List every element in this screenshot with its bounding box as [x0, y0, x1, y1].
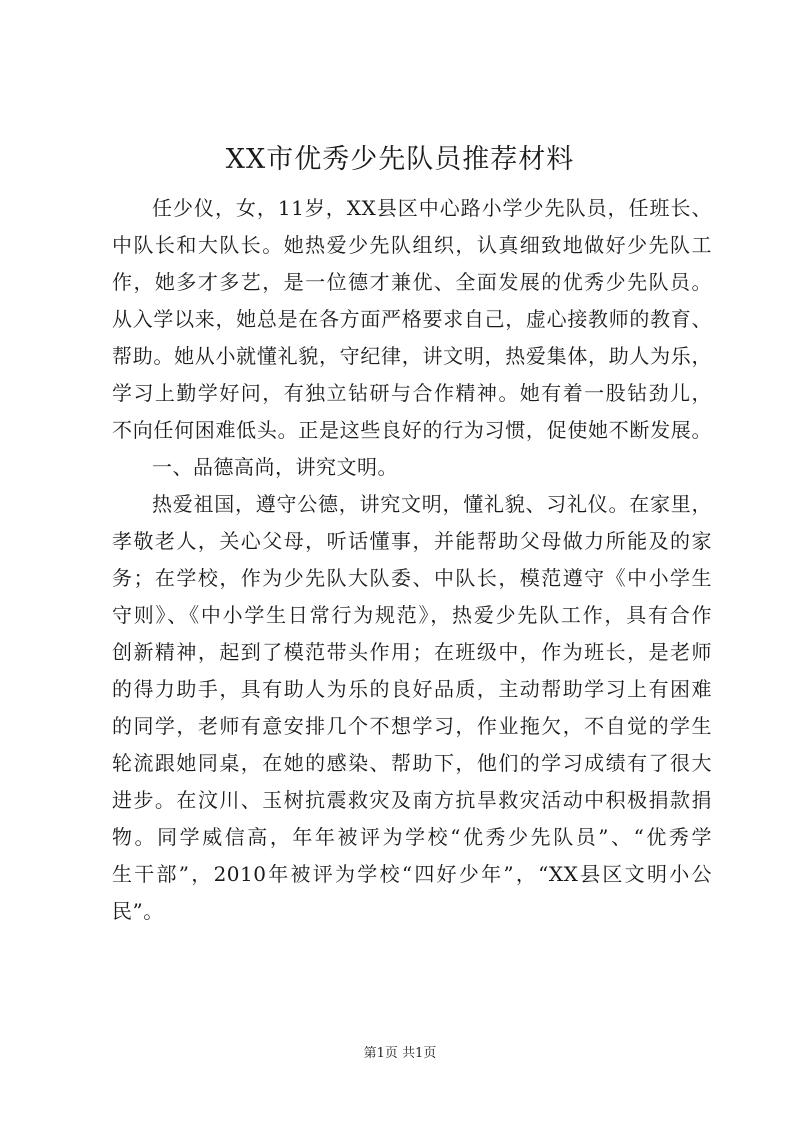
- paragraph-2-line-4: 守则》、《中小学生日常行为规范》，热爱少先队工作，具有合作: [112, 603, 712, 627]
- paragraph-2-line-9: 进步。在汶川、玉树抗震救灾及南方抗旱救灾活动中积极捐款捐: [112, 788, 712, 812]
- paragraph-1-line-6: 学习上勤学好问，有独立钻研与合作精神。她有着一股钻劲儿，: [112, 381, 712, 405]
- paragraph-2-line-8: 轮流跟她同桌，在她的感染、帮助下，他们的学习成绩有了很大: [112, 751, 712, 775]
- paragraph-2-line-12: 民”。: [112, 899, 164, 923]
- paragraph-1-line-1: 任少仪，女，11岁，XX县区中心路小学少先队员，任班长、: [152, 196, 712, 220]
- paragraph-1-line-4: 从入学以来，她总是在各方面严格要求自己，虚心接教师的教育、: [112, 307, 712, 331]
- section-heading: 一、品德高尚，讲究文明。: [152, 455, 398, 479]
- paragraph-1-line-3: 作，她多才多艺，是一位德才兼优、全面发展的优秀少先队员。: [112, 270, 712, 294]
- page-footer: 第1页 共1页: [363, 1046, 437, 1061]
- paragraph-2-line-3: 务；在学校，作为少先队大队委、中队长，模范遵守《中小学生: [112, 566, 712, 590]
- paragraph-2-line-5: 创新精神，起到了模范带头作用；在班级中，作为班长，是老师: [112, 640, 712, 664]
- paragraph-2-line-6: 的得力助手，具有助人为乐的良好品质，主动帮助学习上有困难: [112, 677, 712, 701]
- paragraph-1-line-2: 中队长和大队长。她热爱少先队组织，认真细致地做好少先队工: [112, 233, 712, 257]
- paragraph-1-line-5: 帮助。她从小就懂礼貌，守纪律，讲文明，热爱集体，助人为乐，: [112, 344, 712, 368]
- paragraph-1-line-7: 不向任何困难低头。正是这些良好的行为习惯，促使她不断发展。: [112, 418, 712, 442]
- document-body: [112, 190, 712, 930]
- document-title: XX市优秀少先队员推荐材料: [225, 144, 575, 175]
- paragraph-2-line-7: 的同学，老师有意安排几个不想学习，作业拖欠，不自觉的学生: [112, 714, 712, 738]
- paragraph-2-line-10: 物。同学威信高，年年被评为学校“优秀少先队员”、“优秀学: [112, 825, 712, 849]
- paragraph-2-line-11: 生干部”，2010年被评为学校“四好少年”，“XX县区文明小公: [112, 862, 712, 886]
- paragraph-2-line-2: 孝敬老人，关心父母，听话懂事，并能帮助父母做力所能及的家: [112, 529, 712, 553]
- paragraph-2-line-1: 热爱祖国，遵守公德，讲究文明，懂礼貌、习礼仪。在家里，: [152, 492, 712, 516]
